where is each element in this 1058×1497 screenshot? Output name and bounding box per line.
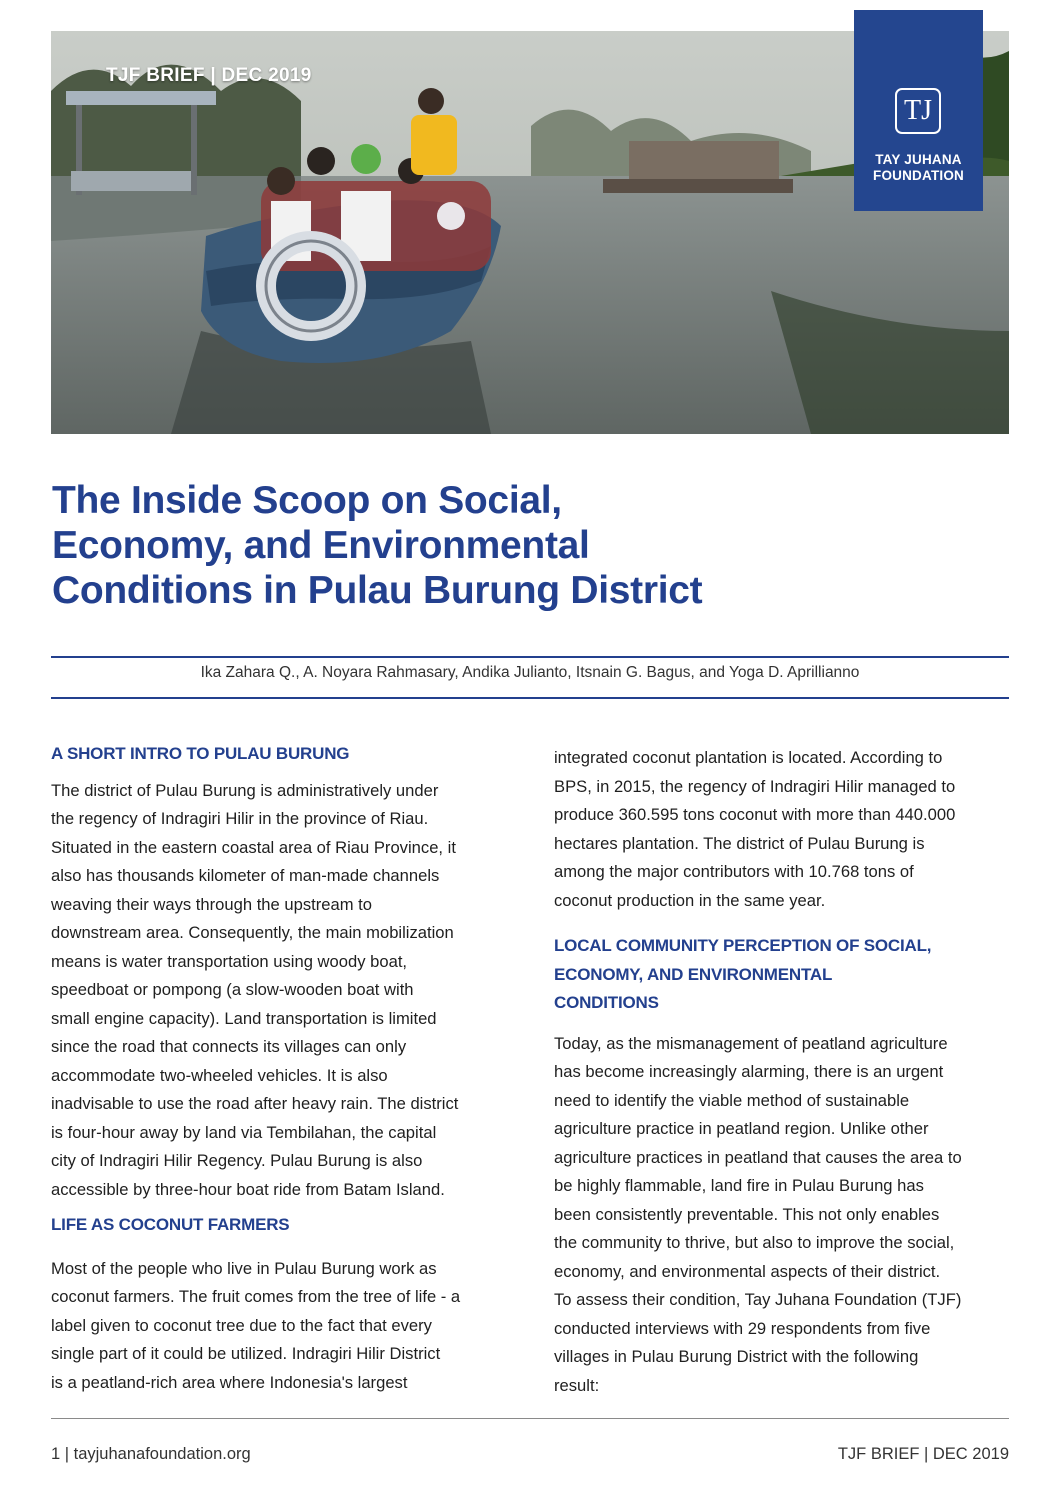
- brief-tag: TJF BRIEF | DEC 2019: [106, 65, 312, 86]
- footer-divider: [51, 1418, 1009, 1419]
- title-line-3: Conditions in Pulau Burung District: [52, 569, 703, 612]
- paragraph-plantation: integrated coconut plantation is located. According to BPS, in 2015, the regency of Indragiri Hilir managed to produce 360.595 tons coconut with more than 440.000 hectares plantation. The district of Pulau Burung is among the major contributors with 10.768 tons of coconut production in the same year.: [554, 748, 956, 910]
- paragraph-perception: Today, as the mismanagement of peatland agriculture has become increasingly alarming, there is an urgent need to identify the viable method of sustainable agriculture practice in peatland region. Unlike other agriculture practices in peatland that causes the area to be highly flammable, land fire in Pulau Burung has been consistently preventable. This not only enables the community to thrive, but also to improve the social, economy, and environmental aspects of their district. To assess their condition, Tay Juhana Foundation (TJF) conducted interviews with 29 respondents from five villages in Pulau Burung District with the following result:: [554, 1033, 962, 1395]
- section-heading-intro: A SHORT INTRO TO PULAU BURUNG: [51, 744, 350, 763]
- tj-monogram-icon: TJ: [895, 88, 941, 134]
- footer-page-url: 1 | tayjuhanafoundation.org: [51, 1445, 251, 1463]
- title-line-1: The Inside Scoop on Social,: [52, 479, 562, 522]
- logo-line-2: FOUNDATION: [873, 168, 964, 183]
- section-heading-coconut: LIFE AS COCONUT FARMERS: [51, 1215, 290, 1234]
- title-divider: [51, 656, 1009, 658]
- authors-divider: [51, 697, 1009, 699]
- page-title: [52, 478, 852, 613]
- section-heading-perception: LOCAL COMMUNITY PERCEPTION OF SOCIAL, ECONOMY, AND ENVIRONMENTAL CONDITIONS: [554, 936, 932, 1012]
- paragraph-intro: The district of Pulau Burung is administratively under the regency of Indragiri Hilir in the province of Riau. Situated in the eastern coastal area of Riau Province, it also has thousands kilometer of man-made channels weaving their ways through the upstream to downstream area. Consequently, the main mobilization means is water transportation using woody boat, speedboat or pompong (a slow-wooden boat with small engine capacity). Land transportation is limited since the road that connects its villages can only accommodate two-wheeled vehicles. It is also inadvisable to use the road after heavy rain. The district is four-hour away by land via Tembilahan, the capital city of Indragiri Hilir Regency. Pulau Burung is also accessible by three-hour boat ride from Batam Island.: [51, 780, 459, 1199]
- author-list: Ika Zahara Q., A. Noyara Rahmasary, Andika Julianto, Itsnain G. Bagus, and Yoga D. Aprillianno: [200, 664, 860, 681]
- logo-line-1: TAY JUHANA: [875, 152, 962, 167]
- footer-brief-tag: TJF BRIEF | DEC 2019: [837, 1445, 1009, 1463]
- paragraph-coconut: Most of the people who live in Pulau Burung work as coconut farmers. The fruit comes from the tree of life - a label given to coconut tree due to the fact that every single part of it could be utilized. Indragiri Hilir District is a peatland-rich area where Indonesia's largest: [51, 1258, 461, 1392]
- logo-wordmark: [854, 152, 983, 184]
- column-left: [51, 740, 506, 1397]
- foundation-logo: [854, 10, 983, 211]
- title-line-2: Economy, and Environmental: [52, 524, 590, 567]
- column-right: [554, 744, 1009, 1400]
